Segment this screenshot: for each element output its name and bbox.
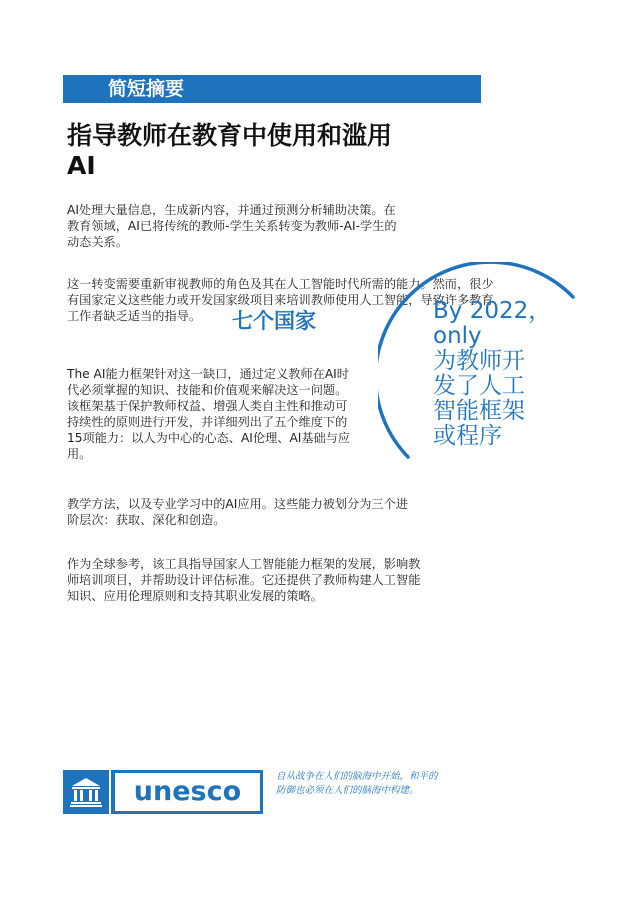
motto-line: 自从战争在人们的脑海中开始，和平的: [276, 771, 438, 782]
paragraph-line: 代必须掌握的知识、技能和价值观来解决这一问题。: [67, 383, 348, 397]
paragraph-line: 师培训项目，并帮助设计评估标准。它还提供了教师构建人工智能: [67, 573, 421, 587]
paragraph-line: 该框架基于保护教师权益、增强人类自主性和推动可: [67, 399, 348, 413]
paragraph-line: 这一转变需要重新审视教师的角色及其在人工智能时代所需的能力。然而，很少: [67, 277, 494, 291]
callout-line: 为教师开: [433, 348, 525, 374]
paragraph-line: 教育领域，AI已将传统的教师-学生关系转变为教师-AI-学生的: [67, 219, 397, 233]
paragraph-line: 知识、应用伦理原则和支持其职业发展的策略。: [67, 589, 323, 603]
paragraph-line: 持续性的原则进行开发，并详细列出了五个维度下的: [67, 415, 348, 429]
title-line-2: AI: [67, 151, 96, 180]
paragraph-line: 工作者缺乏适当的指导。: [67, 309, 202, 323]
logo-wordmark: unesco: [115, 773, 260, 811]
page-title: [67, 121, 467, 181]
paragraph-3: [67, 366, 397, 462]
banner-label: 简短摘要: [108, 78, 185, 100]
temple-icon: [63, 770, 109, 814]
callout-line: 发了人工: [433, 373, 525, 399]
unesco-motto: [276, 770, 476, 798]
paragraph-line: 用。: [67, 447, 92, 461]
summary-banner: [63, 75, 481, 103]
paragraph-line: 动态关系。: [67, 235, 128, 249]
annotation-seven-countries: 七个国家: [232, 309, 316, 333]
paragraph-line: 作为全球参考，该工具指导国家人工智能能力框架的发展，影响教: [67, 557, 421, 571]
unesco-logo: [63, 770, 263, 814]
callout-line: By 2022，: [433, 298, 552, 324]
paragraph-line: 15项能力：以人为中心的心态、AI伦理、AI基础与应: [67, 431, 351, 445]
paragraph-line: The AI能力框架针对这一缺口，通过定义教师在AI时: [67, 367, 349, 381]
callout-overlay: [433, 299, 573, 449]
paragraph-line: 教学方法，以及专业学习中的AI应用。这些能力被划分为三个进: [67, 497, 408, 511]
paragraph-line: 有国家定义这些能力或开发国家级项目来培训教师使用人工智能，导致许多教育: [67, 293, 494, 307]
paragraph-4: [67, 496, 477, 528]
paragraph-line: AI处理大量信息，生成新内容，并通过预测分析辅助决策。在: [67, 203, 396, 217]
callout-line: only: [433, 323, 482, 349]
paragraph-1: [67, 202, 467, 250]
paragraph-5: [67, 556, 487, 604]
title-line-1: 指导教师在教育中使用和滥用: [67, 121, 393, 150]
motto-line: 防御也必须在人们的脑海中构建。: [276, 785, 419, 796]
callout-line: 智能框架: [433, 398, 525, 424]
logo-separator: [109, 770, 111, 814]
paragraph-line: 阶层次：获取、深化和创造。: [67, 513, 226, 527]
callout-line: 或程序: [433, 423, 502, 449]
